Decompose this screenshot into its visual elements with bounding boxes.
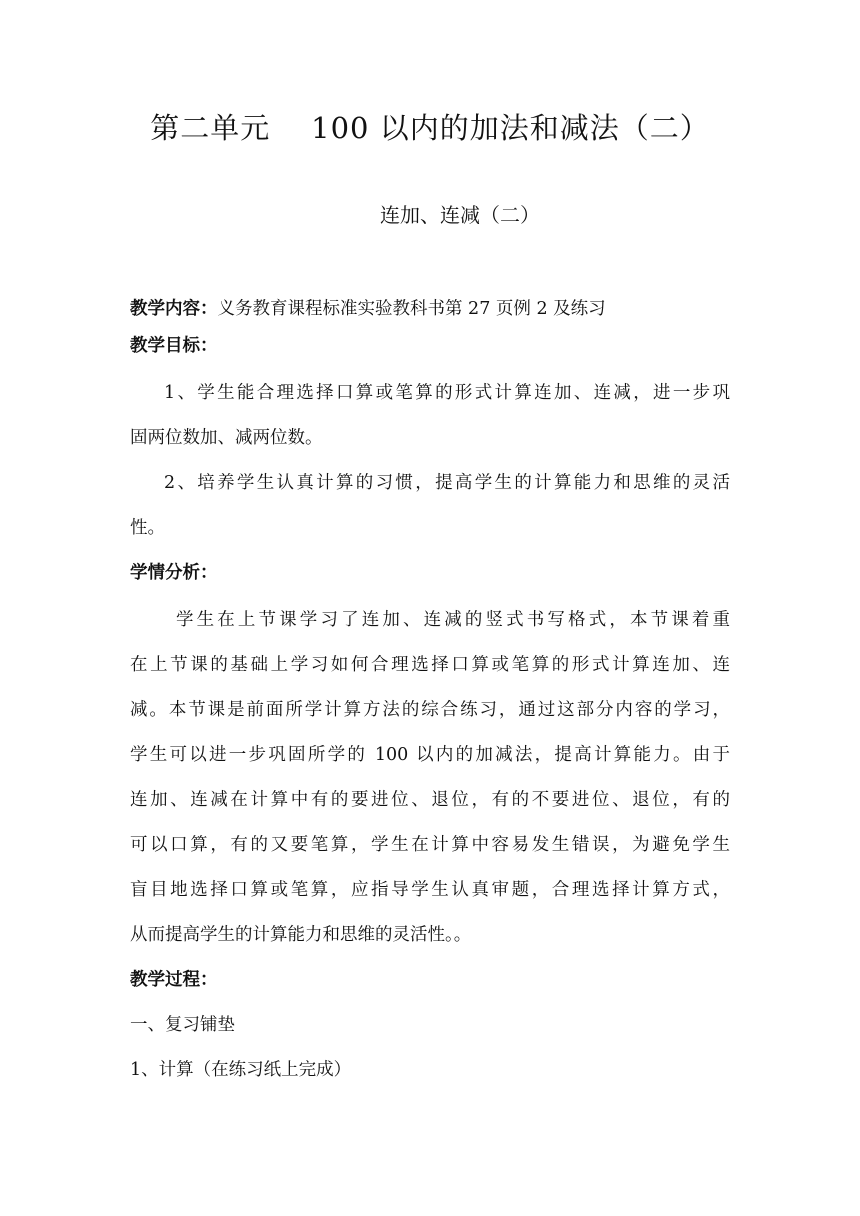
process-heading [130, 962, 730, 999]
process-label: 教学过程： [130, 970, 218, 990]
document-title: 第二单元 100 以内的加法和减法（二） [150, 111, 710, 145]
teaching-goals-heading [130, 328, 730, 365]
goal-1-line-2: 固两位数加、减两位数。 [130, 428, 323, 448]
analysis-line-7: 盲目地选择口算或笔算，应指导学生认真审题，合理选择计算方式， [130, 880, 730, 900]
analysis-heading [130, 555, 730, 592]
teaching-content-value: 义务教育课程标准实验教科书第 27 页例 2 及练习 [217, 299, 606, 319]
goal-1-line-1: 1、学生能合理选择口算或笔算的形式计算连加、连减，进一步巩 [164, 383, 730, 403]
process-section-1: 一、复习铺垫 [130, 1015, 235, 1035]
analysis-label: 学情分析： [130, 563, 218, 583]
document-subtitle: 连加、连减（二） [380, 203, 540, 227]
teaching-goals-label: 教学目标： [130, 336, 218, 356]
analysis-line-1: 学生在上节课学习了连加、连减的竖式书写格式，本节课着重 [176, 610, 730, 630]
analysis-line-5: 连加、连减在计算中有的要进位、退位，有的不要进位、退位，有的 [130, 790, 730, 810]
teaching-content-label: 教学内容： [130, 299, 218, 319]
goal-2-line-2: 性。 [130, 518, 165, 538]
analysis-line-4: 学生可以进一步巩固所学的 100 以内的加减法，提高计算能力。由于 [130, 745, 730, 765]
goal-2-line-1: 2、培养学生认真计算的习惯，提高学生的计算能力和思维的灵活 [164, 473, 730, 493]
analysis-line-8: 从而提高学生的计算能力和思维的灵活性。。 [130, 925, 472, 945]
document-body [130, 291, 730, 1089]
process-item-1: 1、计算（在练习纸上完成） [130, 1060, 352, 1080]
teaching-content-line [130, 291, 730, 328]
analysis-line-2: 在上节课的基础上学习如何合理选择口算或笔算的形式计算连加、连 [130, 655, 730, 675]
analysis-line-6: 可以口算，有的又要笔算，学生在计算中容易发生错误，为避免学生 [130, 835, 730, 855]
analysis-line-3: 减。本节课是前面所学计算方法的综合练习，通过这部分内容的学习， [130, 700, 730, 720]
